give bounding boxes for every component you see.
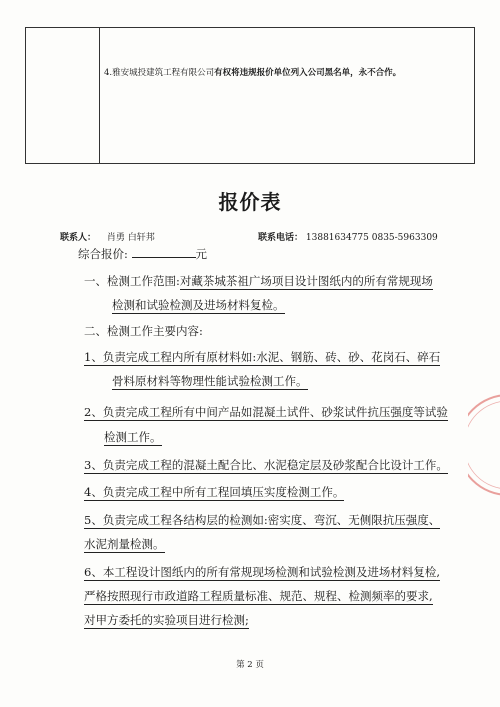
price-unit: 元 <box>195 247 208 261</box>
item-6-line-3: 对甲方委托的实验项目进行检测; <box>84 613 249 627</box>
contact-phone-label: 联系电话： <box>258 233 304 243</box>
contact-person <box>60 230 155 243</box>
notice-line <box>104 66 401 78</box>
contact-person-label: 联系人： <box>60 233 97 243</box>
scope-text-1: 对藏茶城茶祖广场项目设计图纸内的所有常规现场 <box>179 274 433 288</box>
contact-person-value: 肖勇 白轩邦 <box>106 233 155 243</box>
notice-text: 有权将违规报价单位列入公司黑名单，永不合作。 <box>214 68 402 78</box>
item-6-line-2: 严格按照现行市政道路工程质量标准、规范、规程、检测频率的要求, <box>84 589 433 603</box>
contact-phone <box>258 230 438 243</box>
item-6-line-1: 6、本工程设计图纸内的所有常规现场检测和试验检测及进场材料复检, <box>84 565 440 579</box>
scope-heading: 一、检测工作范围: <box>84 274 180 288</box>
scope-line-2 <box>112 298 285 312</box>
notice-table <box>25 27 475 164</box>
table-column-divider <box>99 28 100 163</box>
price-label: 综合报价: <box>78 247 128 261</box>
price-blank <box>132 247 196 258</box>
contact-phone-value: 13881634775 0835-5963309 <box>305 233 438 243</box>
scope-text-2: 检测和试验检测及进场材料复检。 <box>112 298 285 312</box>
item-5-line-1: 5、负责完成工程各结构层的检测如:密实度、弯沉、无侧限抗压强度、 <box>84 513 441 527</box>
page-title: 报价表 <box>218 190 282 214</box>
scope-line-1 <box>84 274 433 288</box>
item-2-line-2: 检测工作。 <box>104 430 162 444</box>
item-4: 4、负责完成工程中所有工程回填压实度检测工作。 <box>84 485 345 499</box>
price-line <box>78 247 207 261</box>
company-seal <box>468 385 500 505</box>
item-3: 3、负责完成工程的混凝土配合比、水泥稳定层及砂浆配合比设计工作。 <box>84 458 448 472</box>
item-1-line-1: 1、负责完成工程内所有原材料如:水泥、钢筋、砖、砂、花岗石、碎石 <box>84 350 441 364</box>
item-2-line-1: 2、负责完成工程所有中间产品如混凝土试件、砂浆试件抗压强度等试验 <box>84 405 448 419</box>
item-5-line-2: 水泥剂量检测。 <box>84 537 165 551</box>
page-number: 第 2 页 <box>236 660 264 670</box>
item-1-line-2: 骨料原材料等物理性能试验检测工作。 <box>112 374 308 388</box>
content-heading: 二、检测工作主要内容: <box>84 324 203 338</box>
notice-company: 4.雅安城投建筑工程有限公司 <box>104 68 215 78</box>
